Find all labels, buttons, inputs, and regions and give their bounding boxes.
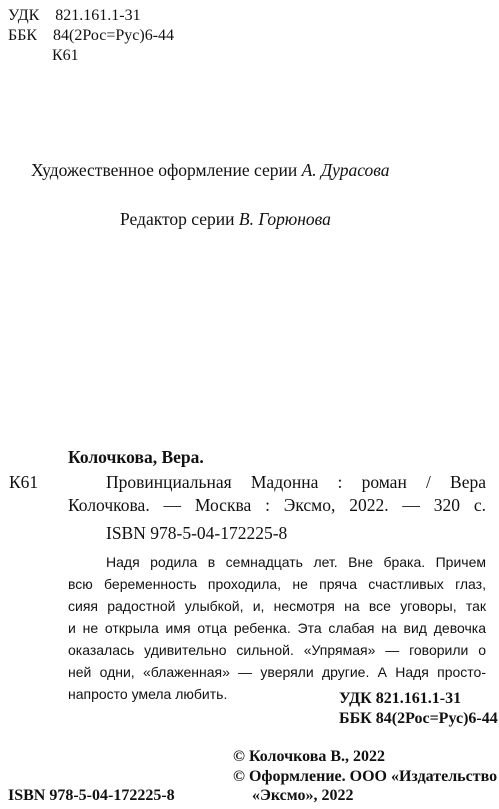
annotation-line: напросто умела любить. [68, 686, 228, 702]
editor-credit-name: В. Горюнова [238, 209, 331, 229]
bbk-line [8, 26, 174, 45]
annotation-line: и не открыла имя отца ребенка. Эта слабая на вид девочка [68, 620, 486, 636]
annotation-line: всю беременность проходила, не пряча счастливых глаз, [68, 576, 486, 592]
udk-value: 821.161.1-31 [55, 7, 141, 24]
bbk-value: 84(2Рос=Рус)6-44 [53, 27, 175, 44]
catalog-author: Колочкова, Вера. [68, 447, 204, 467]
catalog-bbk: ББК 84(2Рос=Рус)6-44 [339, 710, 498, 727]
bbk-label: ББК [8, 27, 38, 44]
annotation-line: оказалась удивительно сильной. «Упрямая» — говорили о [68, 642, 486, 658]
copyright-author: © Колочкова В., 2022 [233, 748, 386, 765]
annotation-line: сияя радостной улыбкой, и, несмотря на все уговоры, так [68, 598, 486, 614]
annotation [68, 551, 486, 705]
udk-label: УДК [8, 7, 40, 24]
catalog-title-line-2: Колочкова. — Москва : Эксмо, 2022. — 320 с. [68, 495, 486, 515]
editor-credit [120, 209, 331, 229]
footer-isbn: ISBN 978-5-04-172225-8 [8, 787, 175, 804]
design-credit-name: А. Дурасова [301, 160, 390, 180]
catalog-author-mark: К61 [9, 472, 39, 492]
author-mark-top: К61 [52, 47, 79, 64]
design-credit [31, 160, 390, 180]
annotation-line: ней одни, «блаженная» — уверяли другие. А Надя просто- [68, 664, 486, 680]
catalog-udk: УДК 821.161.1-31 [339, 690, 462, 707]
copyright-design-line-1: © Оформление. ООО «Издательство [233, 768, 498, 785]
udk-line [8, 6, 141, 25]
catalog-isbn: ISBN 978-5-04-172225-8 [106, 523, 288, 543]
annotation-line: Надя родила в семнадцать лет. Вне брака. Причем [106, 554, 486, 570]
design-credit-label: Художественное оформление серии [31, 160, 298, 180]
catalog-title-line-1: Провинциальная Мадонна : роман / Вера [106, 472, 486, 492]
editor-credit-label: Редактор серии [120, 209, 235, 229]
copyright-design-line-2: «Эксмо», 2022 [252, 787, 354, 804]
